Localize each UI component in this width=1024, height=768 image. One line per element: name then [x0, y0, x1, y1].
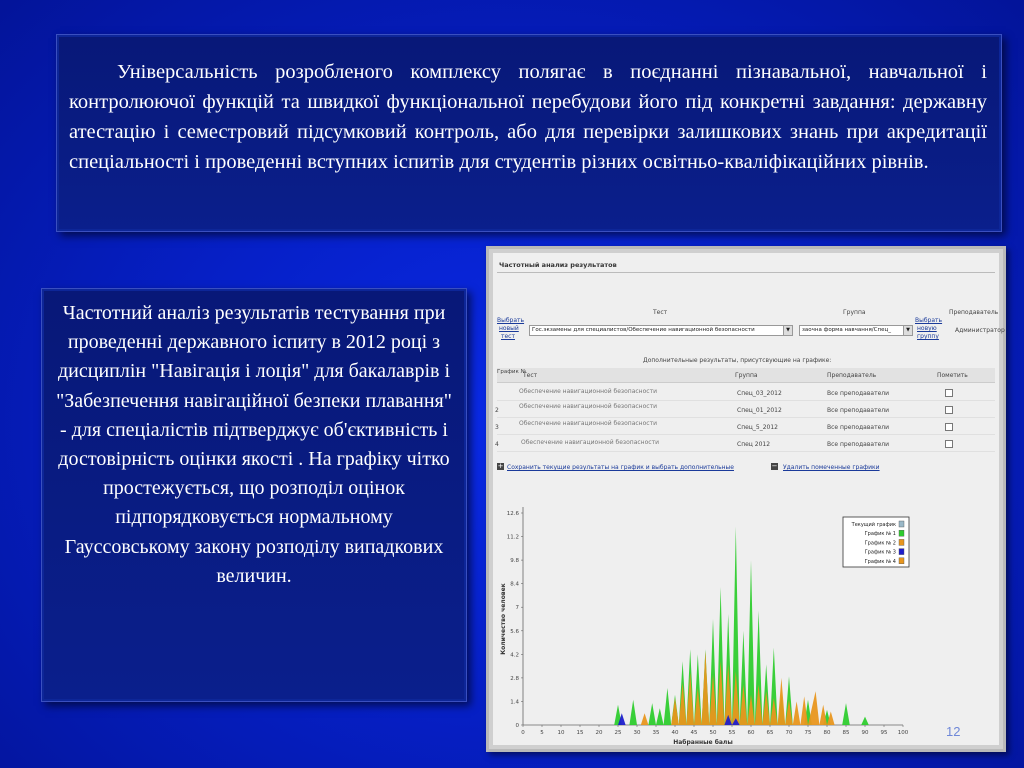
test-column-header: Тест — [653, 309, 668, 316]
y-tick-label: 2.8 — [510, 675, 519, 682]
mark-checkbox[interactable] — [945, 389, 953, 397]
legend-label: График № 2 — [864, 540, 896, 547]
y-axis-label: Количество человек — [500, 583, 507, 655]
x-axis-label: Набранные балы — [673, 739, 733, 746]
row-test: Обеспечение навигационной безопасности — [519, 388, 657, 395]
legend-label: График № 1 — [864, 531, 896, 538]
y-tick-label: 9.8 — [510, 558, 519, 565]
slide-number: 12 — [946, 724, 961, 739]
analysis-text-box — [41, 288, 467, 702]
chevron-down-icon: ▼ — [903, 326, 912, 335]
legend-swatch — [899, 521, 904, 527]
col-test: Тест — [523, 372, 538, 379]
y-tick-label: 1.4 — [510, 699, 519, 706]
minus-icon[interactable]: − — [771, 462, 778, 470]
row-teacher: Все преподаватели — [827, 407, 889, 414]
table-row — [497, 401, 995, 418]
x-tick-label: 55 — [728, 730, 736, 736]
row-num: 2 — [495, 407, 499, 414]
x-tick-label: 80 — [823, 730, 831, 736]
chevron-down-icon: ▼ — [783, 326, 792, 335]
x-tick-label: 60 — [747, 730, 755, 736]
x-tick-label: 15 — [576, 730, 584, 736]
table-row — [497, 418, 995, 435]
row-num: 4 — [495, 441, 499, 448]
row-num: 3 — [495, 424, 499, 431]
row-test: Обеспечение навигационной безопасности — [521, 439, 659, 446]
test-select[interactable] — [529, 325, 793, 336]
intro-paragraph: Універсальність розробленого комплексу полягає в поєднанні пізнавальної, навчальної і контролюючої функцій та швидкої функціональної перебудови його під конкретні завдання: державну атестацію і семестровий підсумковий контроль, або для перевірки залишкових знань при акредитації спеціальності і проведенні вступних іспитів для студентів різних освітньо-кваліфікаційних рівнів. — [69, 61, 987, 173]
row-group: Спец_03_2012 — [737, 390, 782, 397]
legend-swatch — [899, 558, 904, 564]
x-tick-label: 85 — [842, 730, 850, 736]
legend-label: График № 3 — [864, 549, 896, 556]
x-tick-label: 50 — [709, 730, 717, 736]
row-teacher: Все преподаватели — [827, 441, 889, 448]
plus-icon[interactable]: + — [497, 462, 504, 470]
group-select[interactable] — [799, 325, 913, 336]
title-divider — [497, 272, 995, 273]
x-tick-label: 25 — [614, 730, 622, 736]
x-tick-label: 65 — [766, 730, 774, 736]
x-tick-label: 10 — [557, 730, 565, 736]
frequency-analysis-screenshot — [493, 253, 1005, 746]
col-graph-num: График № — [497, 369, 527, 375]
row-test: Обеспечение навигационной безопасности — [519, 420, 657, 427]
choose-new-group-link-2[interactable]: новую — [917, 325, 937, 332]
table-row — [497, 384, 995, 401]
row-group: Спец_01_2012 — [737, 407, 782, 414]
x-tick-label: 100 — [897, 730, 909, 736]
table-row — [497, 435, 995, 452]
mark-checkbox[interactable] — [945, 440, 953, 448]
y-tick-label: 0 — [515, 723, 519, 729]
x-tick-label: 45 — [690, 730, 698, 736]
legend-swatch — [899, 539, 904, 545]
row-teacher: Все преподаватели — [827, 390, 889, 397]
x-tick-label: 20 — [595, 730, 603, 736]
series-1-area — [614, 527, 869, 726]
choose-new-test-link-1[interactable]: Выбрать — [497, 317, 525, 324]
legend-label: Текущий график — [851, 522, 896, 528]
x-tick-label: 70 — [785, 730, 793, 736]
y-tick-label: 11.2 — [506, 534, 519, 541]
group-select-value: заочна форма навчання/Спец_ — [802, 327, 891, 333]
x-tick-label: 90 — [861, 730, 869, 736]
x-tick-label: 0 — [521, 730, 525, 736]
intro-text-box — [56, 34, 1002, 232]
col-mark: Пометить — [937, 372, 968, 379]
test-select-value: Гос.экзамены для специалистов/Обеспечение навигационной безопасности — [532, 327, 755, 333]
frequency-chart — [493, 475, 999, 745]
x-tick-label: 30 — [633, 730, 641, 736]
group-column-header: Группа — [843, 309, 866, 316]
additional-results-label: Дополнительные результаты, присутсвующие на графике: — [643, 357, 832, 364]
mark-checkbox[interactable] — [945, 423, 953, 431]
x-tick-label: 40 — [671, 730, 679, 736]
y-tick-label: 4.2 — [510, 652, 519, 659]
screenshot-frame — [486, 246, 1006, 752]
row-group: Спец_5_2012 — [737, 424, 778, 431]
x-tick-label: 5 — [540, 730, 544, 736]
x-tick-label: 35 — [652, 730, 660, 736]
results-table-header — [497, 368, 995, 383]
delete-marked-link[interactable]: Удалить помеченные графики — [783, 464, 880, 471]
choose-new-group-link-1[interactable]: Выбрать — [915, 317, 943, 324]
y-tick-label: 12.6 — [506, 511, 519, 517]
analysis-paragraph: Частотний аналіз результатів тестування при проведенні державного іспиту в 2012 році з дисциплін "Навігація і лоція" для бакалаврів і "Забезпечення навігаційної безпеки плавання" - для спеціалістів підтверджує об'єктивність і достовірність оцінки якості . На графіку чітко простежується, що розподіл оцінок підпорядковується нормальному Гауссовському закону розподілу випадкових величин. — [56, 302, 452, 587]
choose-new-test-link-3[interactable]: тест — [501, 333, 515, 340]
legend-swatch — [899, 530, 904, 536]
row-group: Спец 2012 — [737, 441, 771, 448]
x-tick-label: 95 — [880, 730, 888, 736]
row-test: Обеспечение навигационной безопасности — [519, 403, 657, 410]
x-tick-label: 75 — [804, 730, 812, 736]
teacher-column-header: Преподаватель — [949, 309, 999, 316]
legend-swatch — [899, 549, 904, 555]
mark-checkbox[interactable] — [945, 406, 953, 414]
y-tick-label: 7 — [515, 605, 519, 612]
y-tick-label: 5.6 — [510, 628, 519, 635]
choose-new-test-link-2[interactable]: новый — [499, 325, 519, 332]
row-teacher: Все преподаватели — [827, 424, 889, 431]
choose-new-group-link-3[interactable]: группу — [917, 333, 939, 340]
screenshot-title: Частотный анализ результатов — [499, 261, 617, 269]
col-teacher: Преподаватель — [827, 372, 877, 379]
save-results-link[interactable]: Сохранить текущие результаты на график и выбрать дополнительные — [507, 464, 734, 471]
y-tick-label: 8.4 — [510, 581, 519, 588]
col-group: Группа — [735, 372, 758, 379]
legend-label: График № 4 — [864, 558, 896, 565]
teacher-value: Администратор — [955, 327, 1005, 334]
